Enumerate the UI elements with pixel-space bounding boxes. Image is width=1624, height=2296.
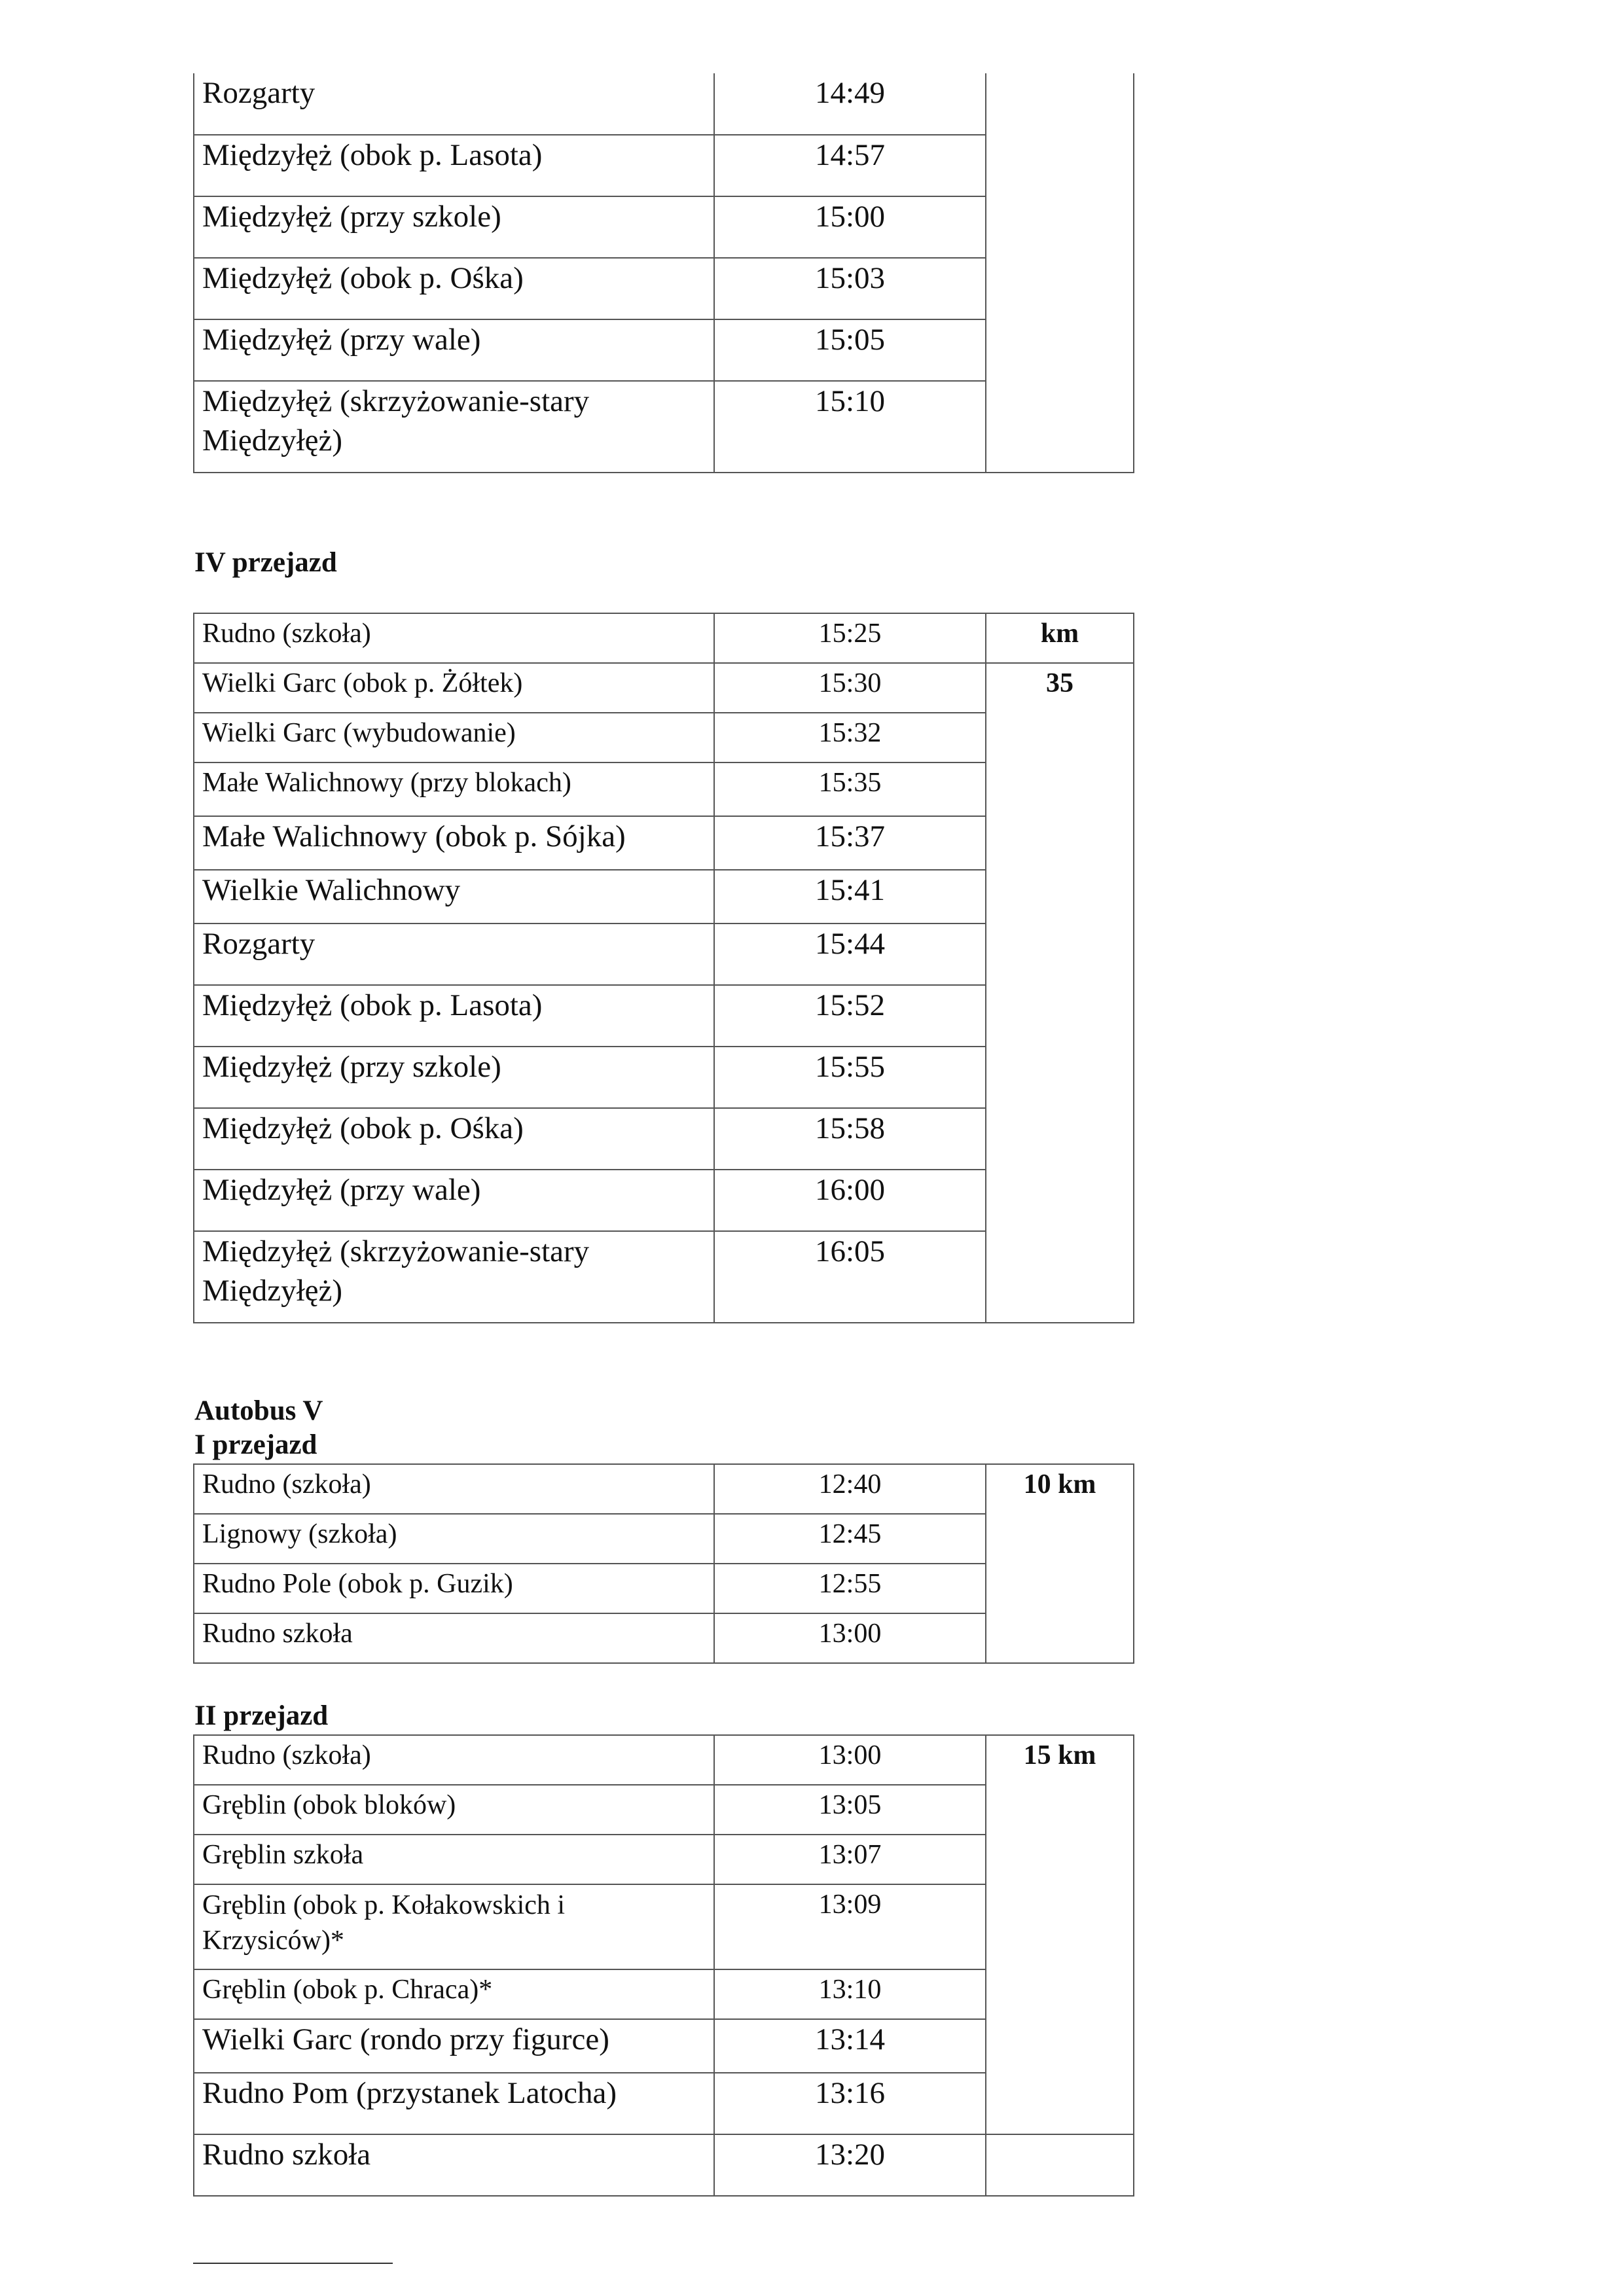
stop-name: Rudno (szkoła) <box>194 1464 714 1514</box>
stop-name: Rudno (szkoła) <box>194 1735 714 1785</box>
departure-time: 13:14 <box>714 2019 986 2073</box>
departure-time: 15:37 <box>714 816 986 870</box>
stop-name: Wielki Garc (obok p. Żółtek) <box>194 663 714 713</box>
departure-time: 14:57 <box>714 135 986 196</box>
stop-name: Wielki Garc (wybudowanie) <box>194 713 714 762</box>
stop-name: Rudno (szkoła) <box>194 613 714 663</box>
departure-time: 15:58 <box>714 1108 986 1170</box>
section-heading: I przejazd <box>194 1429 317 1460</box>
table-row <box>194 663 1134 713</box>
departure-time: 16:00 <box>714 1170 986 1231</box>
departure-time: 15:05 <box>714 319 986 381</box>
table-row <box>194 73 1134 135</box>
stop-name: Rozgarty <box>194 924 714 985</box>
stop-name: Międzyłęż (skrzyżowanie-stary Międzyłęż) <box>194 1231 714 1323</box>
departure-time: 15:10 <box>714 381 986 473</box>
departure-time: 16:05 <box>714 1231 986 1323</box>
footnote-separator <box>193 2263 393 2264</box>
stop-name: Wielki Garc (rondo przy figurce) <box>194 2019 714 2073</box>
stop-name: Wielkie Walichnowy <box>194 870 714 924</box>
stop-name: Rudno szkoła <box>194 1613 714 1663</box>
stop-name: Międzyłęż (obok p. Ośka) <box>194 1108 714 1170</box>
stop-name: Lignowy (szkoła) <box>194 1514 714 1564</box>
departure-time: 13:00 <box>714 1613 986 1663</box>
departure-time: 13:20 <box>714 2134 986 2196</box>
departure-time: 13:16 <box>714 2073 986 2134</box>
km-cell <box>986 2134 1134 2196</box>
departure-time: 15:30 <box>714 663 986 713</box>
schedule-table-bus-v-i <box>193 1463 1134 1664</box>
km-cell <box>986 73 1134 473</box>
schedule-table-continued <box>193 73 1134 473</box>
stop-name: Małe Walichnowy (przy blokach) <box>194 762 714 816</box>
departure-time: 12:40 <box>714 1464 986 1514</box>
stop-name: Międzyłęż (obok p. Lasota) <box>194 985 714 1047</box>
departure-time: 15:55 <box>714 1047 986 1108</box>
departure-time: 15:00 <box>714 196 986 258</box>
departure-time: 13:05 <box>714 1785 986 1835</box>
stop-name: Rudno szkoła <box>194 2134 714 2196</box>
departure-time: 15:03 <box>714 258 986 319</box>
table-row <box>194 613 1134 663</box>
schedule-table-iv <box>193 613 1134 1323</box>
km-value: 35 <box>986 663 1134 1323</box>
stop-name: Międzyłęż (skrzyżowanie-stary Międzyłęż) <box>194 381 714 473</box>
stop-name: Międzyłęż (przy szkole) <box>194 1047 714 1108</box>
stop-name: Rudno Pom (przystanek Latocha) <box>194 2073 714 2134</box>
stop-name: Międzyłęż (przy wale) <box>194 1170 714 1231</box>
km-header: km <box>986 613 1134 663</box>
km-value: 10 km <box>986 1464 1134 1663</box>
table-row <box>194 2134 1134 2196</box>
km-value: 15 km <box>986 1735 1134 2134</box>
departure-time: 15:35 <box>714 762 986 816</box>
table-row <box>194 1735 1134 1785</box>
schedule-table-bus-v-ii <box>193 1734 1134 2197</box>
section-heading: IV przejazd <box>194 547 337 578</box>
table-row <box>194 1464 1134 1514</box>
stop-name: Rozgarty <box>194 73 714 135</box>
departure-time: 15:52 <box>714 985 986 1047</box>
stop-name: Rudno Pole (obok p. Guzik) <box>194 1564 714 1613</box>
stop-name: Międzyłęż (obok p. Ośka) <box>194 258 714 319</box>
departure-time: 13:10 <box>714 1969 986 2019</box>
departure-time: 13:00 <box>714 1735 986 1785</box>
departure-time: 15:44 <box>714 924 986 985</box>
stop-name: Gręblin szkoła <box>194 1835 714 1884</box>
departure-time: 12:45 <box>714 1514 986 1564</box>
departure-time: 12:55 <box>714 1564 986 1613</box>
stop-name: Gręblin (obok bloków) <box>194 1785 714 1835</box>
departure-time: 15:32 <box>714 713 986 762</box>
stop-name: Małe Walichnowy (obok p. Sójka) <box>194 816 714 870</box>
stop-name: Międzyłęż (obok p. Lasota) <box>194 135 714 196</box>
bus-heading: Autobus V <box>194 1395 323 1426</box>
departure-time: 13:09 <box>714 1884 986 1969</box>
section-heading: II przejazd <box>194 1700 329 1731</box>
stop-name: Międzyłęż (przy szkole) <box>194 196 714 258</box>
stop-name: Gręblin (obok p. Kołakowskich i Krzysiców)* <box>194 1884 714 1969</box>
departure-time: 14:49 <box>714 73 986 135</box>
departure-time: 15:25 <box>714 613 986 663</box>
departure-time: 13:07 <box>714 1835 986 1884</box>
stop-name: Gręblin (obok p. Chraca)* <box>194 1969 714 2019</box>
departure-time: 15:41 <box>714 870 986 924</box>
stop-name: Międzyłęż (przy wale) <box>194 319 714 381</box>
